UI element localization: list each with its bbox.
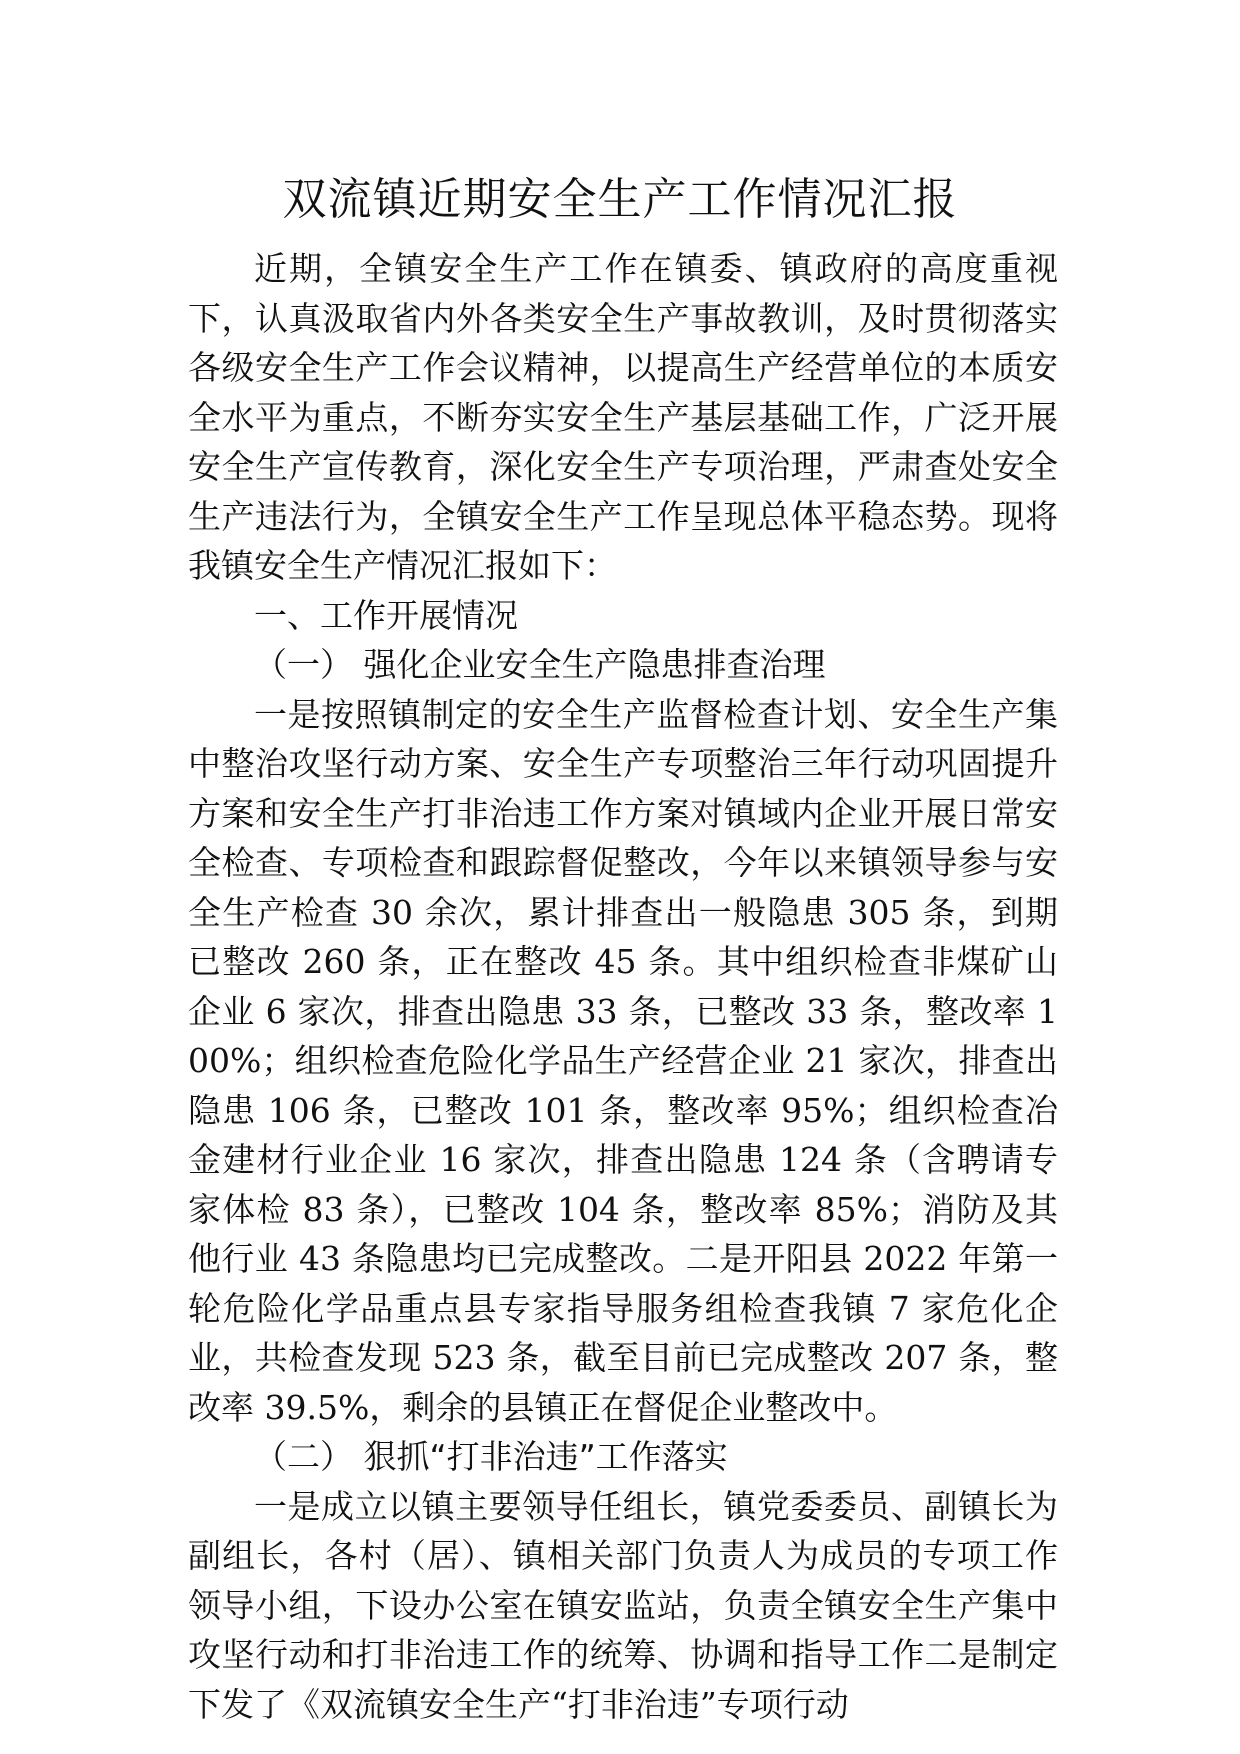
document-title: 双流镇近期安全生产工作情况汇报 [282, 174, 958, 225]
body-paragraph: 一是按照镇制定的安全生产监督检查计划、安全生产集中整治攻坚行动方案、安全生产专项整治三年行动巩固提升方案和安全生产打非治违工作方案对镇域内企业开展日常安全检查、专项检查和跟踪督促整改，今年以来镇领导参与安全生产检查 30 余次，累计排查出一般隐患 305 条，到期已整改 260 条，正在整改 45 条。其中组织检查非煤矿山企业 6 家次，排查出隐患 33 条，已整改 33 条，整改率 100%；组织检查危险化学品生产经营企业 21 家次，排查出隐患 106 条，已整改 101 条，整改率 95%；组织检查冶金建材行业企业 16 家次，排查出隐患 124 条（含聘请专家体检 83 条），已整改 104 条，整改率 85%；消防及其他行业 43 条隐患均已完成整改。二是开阳县 2022 年第一轮危险化学品重点县专家指导服务组检查我镇 7 家危化企业，共检查发现 523 条，截至目前已完成整改 207 条，整改率 39.5%，剩余的县镇正在督促企业整改中。 [188, 694, 1058, 1427]
body-paragraph: 一是成立以镇主要领导任组长，镇党委委员、副镇长为副组长，各村（居）、镇相关部门负责人为成员的专项工作领导小组，下设办公室在镇安监站，负责全镇安全生产集中攻坚行动和打非治违工作的统筹、协调和指导工作二是制定下发了《双流镇安全生产“打非治违”专项行动 [188, 1486, 1058, 1724]
section-heading: 一、工作开展情况 [254, 595, 518, 635]
document-body [188, 244, 1058, 1729]
subsection-heading: （一） 强化企业安全生产隐患排查治理 [254, 645, 826, 684]
intro-paragraph: 近期，全镇安全生产工作在镇委、镇政府的高度重视下，认真汲取省内外各类安全生产事故教训，及时贯彻落实各级安全生产工作会议精神，以提高生产经营单位的本质安全水平为重点，不断夯实安全生产基层基础工作，广泛开展安全生产宣传教育，深化安全生产专项治理，严肃查处安全生产违法行为，全镇安全生产工作呈现总体平稳态势。现将我镇安全生产情况汇报如下： [188, 249, 1058, 585]
subsection-heading: （二） 狠抓“打非治违”工作落实 [254, 1437, 728, 1476]
